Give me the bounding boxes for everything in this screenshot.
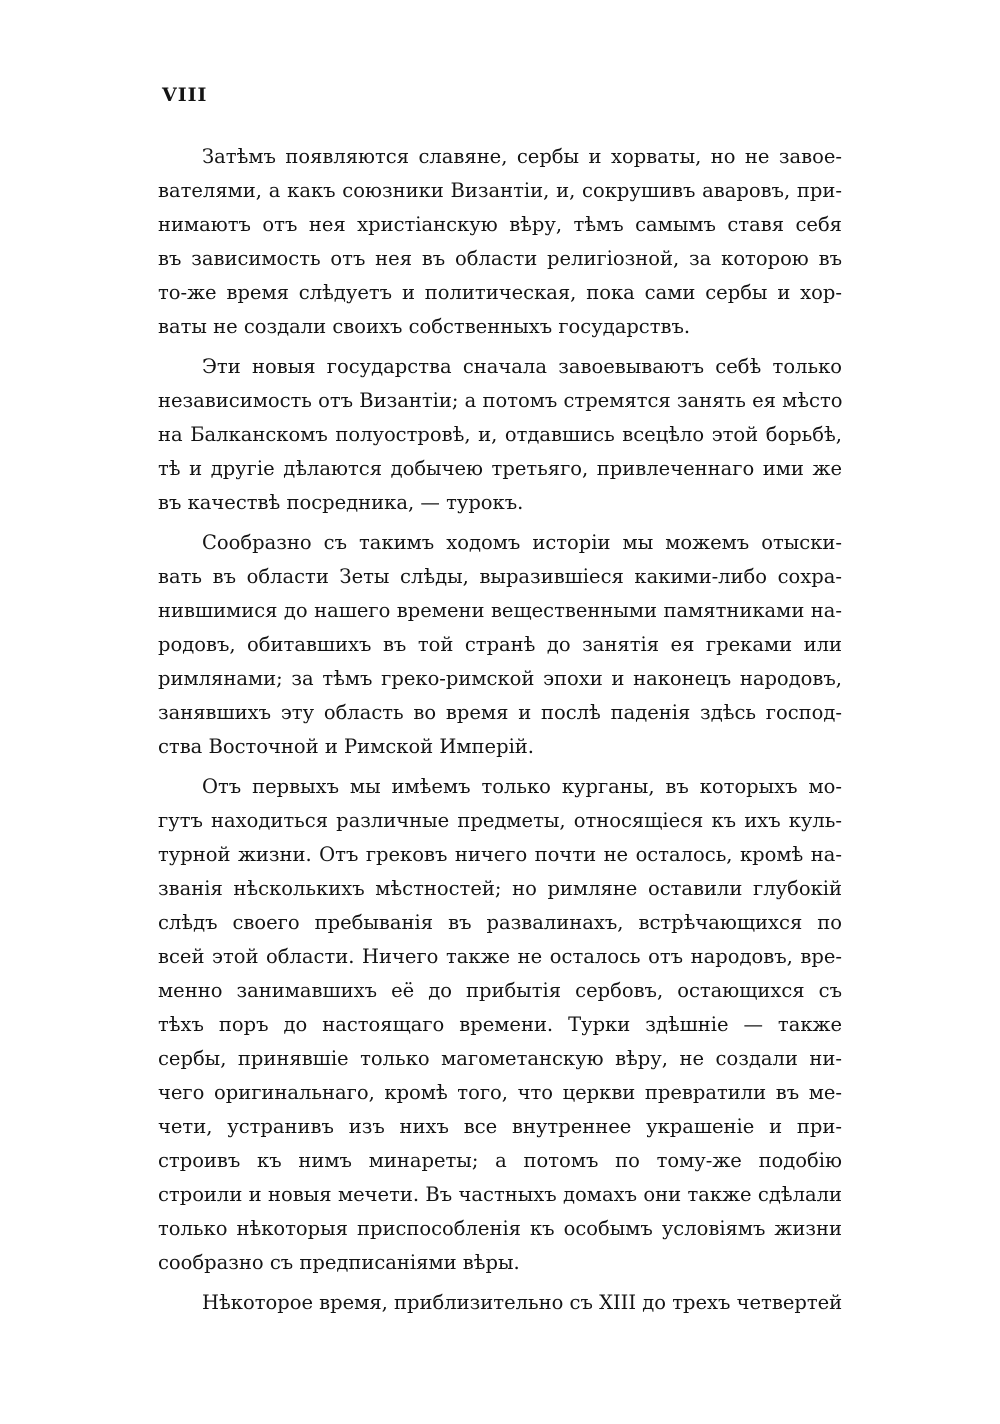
text-line: вать въ области Зеты слѣды, выразившіеся какими-либо сохра- xyxy=(158,565,842,588)
text-line: всей этой области. Ничего также не осталось отъ народовъ, вре- xyxy=(158,945,842,968)
text-line: родовъ, обитавшихъ въ той странѣ до занятія ея греками или xyxy=(158,633,842,656)
paragraph-5 xyxy=(158,1286,842,1320)
text-line: нимаютъ отъ нея христіанскую вѣру, тѣмъ самымъ ставя себя xyxy=(158,213,842,236)
text-line: чети, устранивъ изъ нихъ все внутреннее украшеніе и при- xyxy=(158,1115,842,1138)
text-line: тѣхъ поръ до настоящаго времени. Турки здѣшніе — также xyxy=(158,1013,842,1036)
body-text xyxy=(158,140,842,1326)
text-line: нившимися до нашего времени вещественными памятниками на- xyxy=(158,599,842,622)
text-line: въ зависимость отъ нея въ области религіозной, за которою въ xyxy=(158,247,842,270)
text-line: строивъ къ нимъ минареты; а потомъ по тому-же подобію xyxy=(158,1149,842,1172)
paragraph-2 xyxy=(158,350,842,520)
text-line: званія нѣсколькихъ мѣстностей; но римляне оставили глубокій xyxy=(158,877,842,900)
text-line: Затѣмъ появляются славяне, сербы и хорваты, но не завое- xyxy=(202,145,842,168)
text-line: менно занимавшихъ её до прибытія сербовъ, остающихся съ xyxy=(158,979,842,1002)
text-line: независимость отъ Византіи; а потомъ стремятся занять ея мѣсто xyxy=(158,389,842,412)
text-line: тѣ и другіе дѣлаются добычею третьяго, привлеченнаго ими же xyxy=(158,457,842,480)
text-line: Отъ первыхъ мы имѣемъ только курганы, въ которыхъ мо- xyxy=(202,775,842,798)
text-line: слѣдъ своего пребыванія въ развалинахъ, встрѣчающихся по xyxy=(158,911,842,934)
text-line: ваты не создали своихъ собственныхъ государствъ. xyxy=(158,315,691,338)
text-line: строили и новыя мечети. Въ частныхъ домахъ они также сдѣлали xyxy=(158,1183,842,1206)
text-line: занявшихъ эту область во время и послѣ паденія здѣсь господ- xyxy=(158,701,842,724)
text-line: въ качествѣ посредника, — турокъ. xyxy=(158,491,524,514)
paragraph-1 xyxy=(158,140,842,344)
text-line: римлянами; за тѣмъ греко-римской эпохи и наконецъ народовъ, xyxy=(158,667,842,690)
text-line: сербы, принявшіе только магометанскую вѣру, не создали ни- xyxy=(158,1047,842,1070)
text-line: Нѣкоторое время, приблизительно съ XIII до трехъ четвертей xyxy=(202,1291,842,1314)
text-line: на Балканскомъ полуостровѣ, и, отдавшись всецѣло этой борьбѣ, xyxy=(158,423,842,446)
text-line: турной жизни. Отъ грековъ ничего почти не осталось, кромѣ на- xyxy=(158,843,842,866)
text-line: гутъ находиться различные предметы, относящіеся къ ихъ куль- xyxy=(158,809,842,832)
text-line: чего оригинальнаго, кромѣ того, что церкви превратили въ ме- xyxy=(158,1081,842,1104)
text-line: Эти новыя государства сначала завоевываютъ себѣ только xyxy=(202,355,842,378)
text-line: вателями, а какъ союзники Византіи, и, сокрушивъ аваровъ, при- xyxy=(158,179,842,202)
text-line: Сообразно съ такимъ ходомъ исторіи мы можемъ отыски- xyxy=(202,531,842,554)
text-line: ства Восточной и Римской Имперій. xyxy=(158,735,535,758)
text-line: то-же время слѣдуетъ и политическая, пока сами сербы и хор- xyxy=(158,281,842,304)
paragraph-4 xyxy=(158,770,842,1280)
text-line: только нѣкоторыя приспособленія къ особымъ условіямъ жизни xyxy=(158,1217,842,1240)
text-line: сообразно съ предписаніями вѣры. xyxy=(158,1251,520,1274)
page-number: VIII xyxy=(162,84,208,106)
paragraph-3 xyxy=(158,526,842,764)
